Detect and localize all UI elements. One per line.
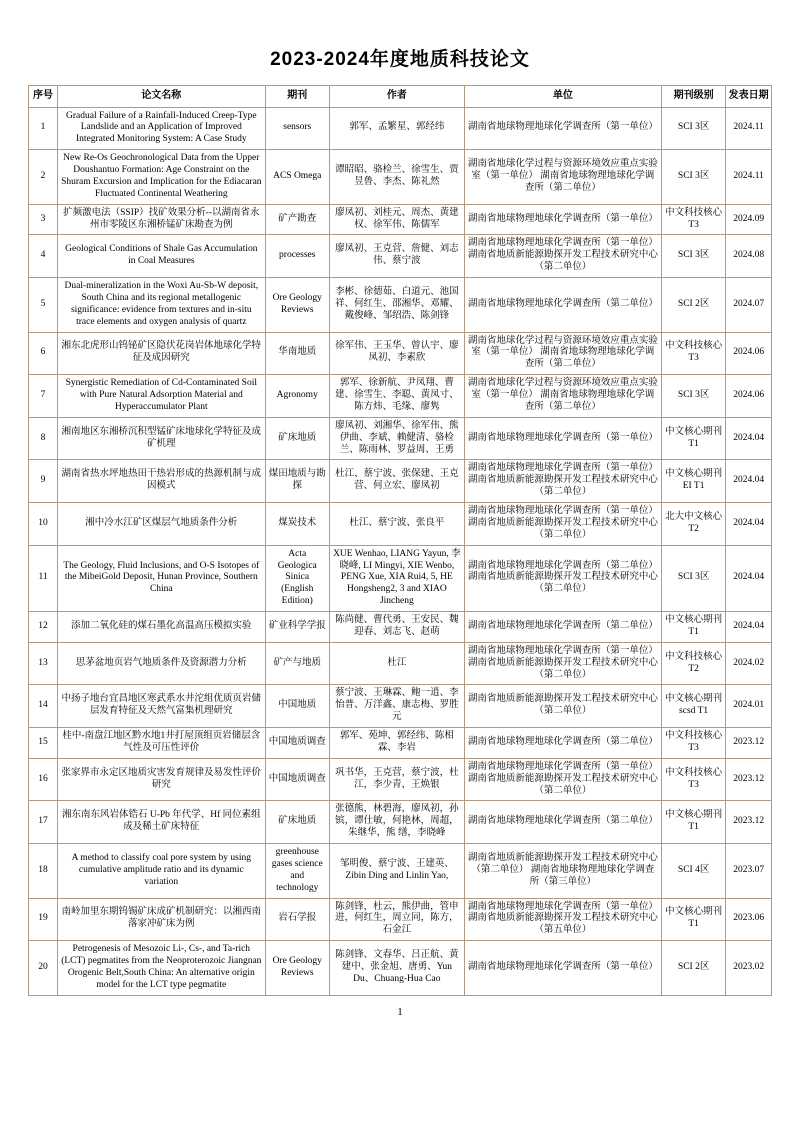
table-row	[29, 204, 772, 235]
row-paper-title: Synergistic Remediation of Cd-Contaminated Soil with Pure Natural Adsorption Material and Hyperaccumulator Plant	[58, 375, 266, 418]
row-publish-date: 2024.04	[726, 503, 772, 546]
row-authors: 郭军、孟繁星、郭经纬	[329, 107, 464, 150]
row-authors: 廖凤初、刘桂元、周杰、黄建权、徐军伟、陈儒军	[329, 204, 464, 235]
row-seq: 7	[29, 375, 58, 418]
row-journal-level: 中文核心期刊T1	[661, 417, 725, 460]
row-unit: 湖南省地球物理地球化学调查所（第一单位）湖南省地质新能源勘探开发工程技术研究中心（第二单位）	[464, 758, 661, 801]
row-publish-date: 2023.12	[726, 801, 772, 844]
row-authors: 陈剑锋、文春华、吕正航、黄建中、张金旭、唐勇、Yun Du、Chuang-Hua Cao	[329, 941, 464, 996]
row-paper-title: Petrogenesis of Mesozoic Li-, Cs-, and Ta-rich (LCT) pegmatites from the Neoproterozoic Jiangnan Orogenic Belt,South China: An alternative origin model for the LCT type pegmatite	[58, 941, 266, 996]
row-paper-title: 湖南省热水坪地热田干热岩形成的热源机制与成因模式	[58, 460, 266, 503]
row-publish-date: 2023.07	[726, 844, 772, 899]
row-authors: 李彬、徐德茹、白道元、池国祥、何红生、邵湘华、邓耀、戴俊峰、邹绍浩、陈剑锋	[329, 278, 464, 333]
row-unit: 湖南省地球化学过程与资源环境效应重点实验室（第一单位） 湖南省地球物理地球化学调查所（第二单位）	[464, 375, 661, 418]
row-authors: 郭军、苑坤、郭经纬、陈相霖、李岩	[329, 728, 464, 759]
row-journal-level: SCI 2区	[661, 278, 725, 333]
row-publish-date: 2024.06	[726, 375, 772, 418]
row-seq: 2	[29, 150, 58, 205]
row-publish-date: 2024.07	[726, 278, 772, 333]
row-unit: 湖南省地球物理地球化学调查所（第二单位）	[464, 728, 661, 759]
table-row	[29, 375, 772, 418]
table-row	[29, 332, 772, 375]
table-row	[29, 612, 772, 643]
row-journal-level: 中文科技核心T2	[661, 642, 725, 685]
row-journal-level: SCI 3区	[661, 375, 725, 418]
row-paper-title: 湘南地区东湘桥沉积型锰矿床地球化学特征及成矿机理	[58, 417, 266, 460]
table-row	[29, 801, 772, 844]
row-seq: 10	[29, 503, 58, 546]
row-seq: 13	[29, 642, 58, 685]
row-unit: 湖南省地球物理地球化学调查所（第一单位）	[464, 941, 661, 996]
row-authors: 杜江、蔡宁波、张保建、王克营、何立宏、廖凤初	[329, 460, 464, 503]
row-authors: XUE Wenhao, LIANG Yayun, 李晓峰, LI Mingyi, XIE Wenbo, PENG Xue, XIA Rui4, 5, HE Hongsheng2, 3 and XIAO Jincheng	[329, 545, 464, 611]
table-row	[29, 642, 772, 685]
row-seq: 9	[29, 460, 58, 503]
row-unit: 湖南省地球物理地球化学调查所（第一单位）湖南省地质新能源勘探开发工程技术研究中心（第二单位）	[464, 460, 661, 503]
row-unit: 湖南省地球物理地球化学调查所（第一单位）	[464, 204, 661, 235]
row-paper-title: 湘中冷水江矿区煤层气地质条件分析	[58, 503, 266, 546]
row-journal-level: 中文科技核心T3	[661, 758, 725, 801]
row-paper-title: The Geology, Fluid Inclusions, and O-S Isotopes of the MibeiGold Deposit, Hunan Province, Southern China	[58, 545, 266, 611]
row-authors: 谭昭昭、骆检兰、徐雪生、贾昱鲁、李杰、陈礼然	[329, 150, 464, 205]
table-header-row	[29, 86, 772, 108]
table-row	[29, 417, 772, 460]
row-journal: 矿床地质	[265, 801, 329, 844]
row-unit: 湖南省地球化学过程与资源环境效应重点实验室（第一单位） 湖南省地球物理地球化学调查所（第二单位）	[464, 332, 661, 375]
row-paper-title: 桂中-南盘江地区黔水地1井打屋顶组页岩储层含气性及可压性评价	[58, 728, 266, 759]
table-row	[29, 503, 772, 546]
column-header-seq: 序号	[29, 86, 58, 108]
row-journal-level: 中文科技核心T3	[661, 204, 725, 235]
row-journal: Acta Geologica Sinica (English Edition)	[265, 545, 329, 611]
table-row	[29, 107, 772, 150]
row-journal: 中国地质	[265, 685, 329, 728]
row-publish-date: 2024.11	[726, 150, 772, 205]
row-seq: 18	[29, 844, 58, 899]
row-paper-title: 添加二氧化硅的煤石墨化高温高压模拟实验	[58, 612, 266, 643]
row-authors: 张德熊，林碧海，廖凤初，孙 镔，谭仕敏，何艳林，周超，朱继华，熊 缮，李晓峰	[329, 801, 464, 844]
row-journal-level: 中文核心期刊T1	[661, 898, 725, 941]
row-journal-level: SCI 3区	[661, 545, 725, 611]
table-row	[29, 545, 772, 611]
page-number: 1	[397, 1005, 403, 1018]
row-publish-date: 2024.06	[726, 332, 772, 375]
column-header-unit: 单位	[464, 86, 661, 108]
row-paper-title: New Re-Os Geochronological Data from the Upper Doushantuo Formation: Age Constraint on the Shuram Excursion and Implication for the Ediacaran Fluctuated Continental Weathering	[58, 150, 266, 205]
row-authors: 巩书华，王克营，蔡宁波，杜江，李少青，王焕银	[329, 758, 464, 801]
row-seq: 6	[29, 332, 58, 375]
row-publish-date: 2024.08	[726, 235, 772, 278]
row-journal: 矿业科学学报	[265, 612, 329, 643]
row-paper-title: 中扬子地台宜昌地区寒武系水井沱组优质页岩储层发育特征及天然气富集机理研究	[58, 685, 266, 728]
row-seq: 3	[29, 204, 58, 235]
row-seq: 11	[29, 545, 58, 611]
row-journal-level: SCI 3区	[661, 107, 725, 150]
row-unit: 湖南省地球物理地球化学调查所（第一单位）湖南省地质新能源勘探开发工程技术研究中心（第五单位）	[464, 898, 661, 941]
table-row	[29, 150, 772, 205]
row-seq: 14	[29, 685, 58, 728]
row-unit: 湖南省地球物理地球化学调查所（第一单位）	[464, 107, 661, 150]
row-unit: 湖南省地球化学过程与资源环境效应重点实验室（第一单位） 湖南省地球物理地球化学调查所（第二单位）	[464, 150, 661, 205]
page-title: 2023-2024年度地质科技论文	[270, 49, 530, 70]
row-publish-date: 2024.11	[726, 107, 772, 150]
column-header-journal: 期刊	[265, 86, 329, 108]
row-unit: 湖南省地球物理地球化学调查所（第一单位）	[464, 417, 661, 460]
row-journal: greenhouse gases science and technology	[265, 844, 329, 899]
row-unit: 湖南省地球物理地球化学调查所（第二单位）	[464, 278, 661, 333]
row-journal-level: SCI 3区	[661, 150, 725, 205]
column-header-date: 发表日期	[726, 86, 772, 108]
row-publish-date: 2023.12	[726, 728, 772, 759]
row-journal: 矿床地质	[265, 417, 329, 460]
row-journal-level: 中文科技核心T3	[661, 332, 725, 375]
column-header-authors: 作者	[329, 86, 464, 108]
row-seq: 5	[29, 278, 58, 333]
row-authors: 蔡宁波、王琳霖、鲍一逍、李怡普、万洋鑫、康志梅、罗胜元	[329, 685, 464, 728]
row-authors: 徐军伟、王玉华、曾认宇、廖凤初、李素欣	[329, 332, 464, 375]
row-seq: 12	[29, 612, 58, 643]
row-paper-title: Gradual Failure of a Rainfall-Induced Creep-Type Landslide and an Application of Improved Integrated Monitoring System: A Case Study	[58, 107, 266, 150]
row-paper-title: 思茅盆地页岩气地质条件及资源潜力分析	[58, 642, 266, 685]
row-seq: 16	[29, 758, 58, 801]
row-unit: 湖南省地质新能源勘探开发工程技术研究中心（第二单位） 湖南省地球物理地球化学调查所（第三单位）	[464, 844, 661, 899]
row-authors: 廖凤初、刘湘华、徐军伟、熊伊曲、李斌、赖健清、骆检兰、陈雨林、罗益周、王勇	[329, 417, 464, 460]
row-seq: 15	[29, 728, 58, 759]
row-journal-level: 中文核心期刊EI T1	[661, 460, 725, 503]
row-journal: 煤炭技术	[265, 503, 329, 546]
row-journal-level: 中文核心期刊T1	[661, 801, 725, 844]
row-unit: 湖南省地球物理地球化学调查所（第二单位）	[464, 801, 661, 844]
row-seq: 4	[29, 235, 58, 278]
row-journal: 岩石学报	[265, 898, 329, 941]
row-paper-title: 湘东南东风岩体锆石 U-Pb 年代学、Hf 同位素组成及稀土矿床特征	[58, 801, 266, 844]
row-seq: 19	[29, 898, 58, 941]
row-authors: 邹明俊、蔡宁波、王建英、Zibin Ding and Linlin Yao,	[329, 844, 464, 899]
row-journal: Agronomy	[265, 375, 329, 418]
row-journal-level: 北大中文核心T2	[661, 503, 725, 546]
row-seq: 8	[29, 417, 58, 460]
row-publish-date: 2024.04	[726, 612, 772, 643]
row-publish-date: 2024.04	[726, 545, 772, 611]
row-paper-title: 湘东北虎形山钨铋矿区隐伏花岗岩体地球化学特征及成因研究	[58, 332, 266, 375]
row-journal: 华南地质	[265, 332, 329, 375]
row-journal: processes	[265, 235, 329, 278]
row-journal-level: 中文科技核心T3	[661, 728, 725, 759]
row-seq: 20	[29, 941, 58, 996]
row-authors: 廖凤初、王克营、詹健、刘志伟、蔡宁波	[329, 235, 464, 278]
row-journal-level: 中文核心期刊scsd T1	[661, 685, 725, 728]
row-publish-date: 2024.04	[726, 417, 772, 460]
column-header-level: 期刊级别	[661, 86, 725, 108]
table-row	[29, 728, 772, 759]
row-seq: 1	[29, 107, 58, 150]
row-authors: 杜江、蔡宁波、张良平	[329, 503, 464, 546]
row-paper-title: Geological Conditions of Shale Gas Accumulation in Coal Measures	[58, 235, 266, 278]
row-journal: Ore Geology Reviews	[265, 941, 329, 996]
row-unit: 湖南省地球物理地球化学调查所（第一单位）湖南省地质新能源勘探开发工程技术研究中心（第二单位）	[464, 642, 661, 685]
row-journal: ACS Omega	[265, 150, 329, 205]
column-header-paper: 论文名称	[58, 86, 266, 108]
table-row	[29, 235, 772, 278]
row-paper-title: 南岭加里东期钨锡矿床成矿机制研究：以湘西南落家冲矿床为例	[58, 898, 266, 941]
row-journal-level: SCI 2区	[661, 941, 725, 996]
row-publish-date: 2024.01	[726, 685, 772, 728]
row-journal: 煤田地质与勘探	[265, 460, 329, 503]
table-row	[29, 844, 772, 899]
row-publish-date: 2024.04	[726, 460, 772, 503]
table-row	[29, 278, 772, 333]
row-authors: 杜江	[329, 642, 464, 685]
row-paper-title: 张家界市永定区地质灾害发育规律及易发性评价研究	[58, 758, 266, 801]
row-unit: 湖南省地球物理地球化学调查所（第一单位） 湖南省地质新能源勘探开发工程技术研究中心（第二单位）	[464, 503, 661, 546]
table-row	[29, 758, 772, 801]
table-row	[29, 685, 772, 728]
papers-table	[28, 85, 772, 996]
table-row	[29, 941, 772, 996]
table-row	[29, 898, 772, 941]
row-paper-title: A method to classify coal pore system by using cumulative amplitude ratio and its dynamic variation	[58, 844, 266, 899]
row-paper-title: Dual-mineralization in the Woxi Au-Sb-W deposit, South China and its regional metallogenic significance: evidence from textures and in-situ trace elements and oxygen analysis of quartz	[58, 278, 266, 333]
row-unit: 湖南省地质新能源勘探开发工程技术研究中心（第二单位）	[464, 685, 661, 728]
row-authors: 陈剑锋，杜云，熊伊曲，管申进，何红生，周立同，陈方，石金江	[329, 898, 464, 941]
row-journal: 矿产勘查	[265, 204, 329, 235]
table-body	[29, 107, 772, 995]
row-seq: 17	[29, 801, 58, 844]
row-unit: 湖南省地球物理地球化学调查所（第二单位）	[464, 612, 661, 643]
row-journal: 矿产与地质	[265, 642, 329, 685]
row-unit: 湖南省地球物理地球化学调查所（第二单位） 湖南省地质新能源勘探开发工程技术研究中心（第二单位）	[464, 545, 661, 611]
row-publish-date: 2023.06	[726, 898, 772, 941]
row-authors: 郭军、徐新航、尹凤翔、曹建、徐雪生、李聪、黄凤寸、陈方炜、毛缘、廖隽	[329, 375, 464, 418]
row-journal-level: 中文核心期刊T1	[661, 612, 725, 643]
row-authors: 陈尚健、曹代勇、王安民、魏迎春、刘志飞、赵萌	[329, 612, 464, 643]
row-journal: Ore Geology Reviews	[265, 278, 329, 333]
row-paper-title: 扩频激电法（SSIP）找矿效果分析--以湖南省永州市零陵区东湘桥锰矿床勘查为例	[58, 204, 266, 235]
row-journal-level: SCI 4区	[661, 844, 725, 899]
row-journal: sensors	[265, 107, 329, 150]
row-publish-date: 2024.02	[726, 642, 772, 685]
table-row	[29, 460, 772, 503]
row-publish-date: 2023.12	[726, 758, 772, 801]
row-journal: 中国地质调查	[265, 758, 329, 801]
row-journal-level: SCI 3区	[661, 235, 725, 278]
row-unit: 湖南省地球物理地球化学调查所（第一单位） 湖南省地质新能源勘探开发工程技术研究中心（第二单位）	[464, 235, 661, 278]
row-publish-date: 2024.09	[726, 204, 772, 235]
row-journal: 中国地质调查	[265, 728, 329, 759]
row-publish-date: 2023.02	[726, 941, 772, 996]
